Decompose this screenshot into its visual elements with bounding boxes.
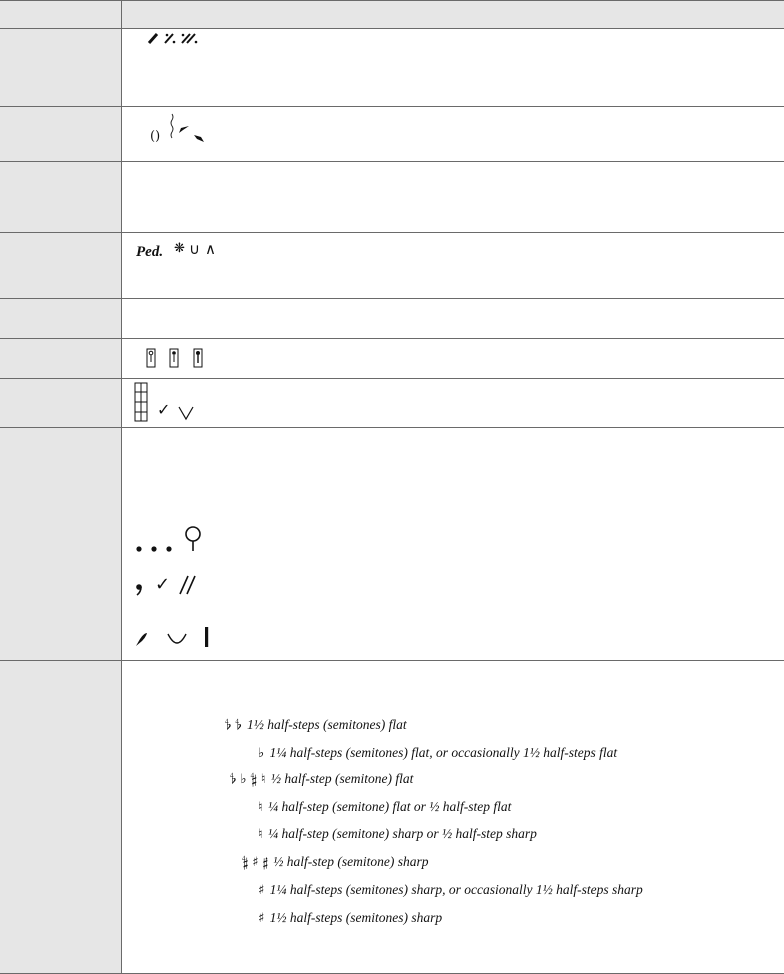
check-mark-icon: ✓ — [155, 574, 171, 595]
table-row — [0, 162, 784, 233]
microtone-legend-line — [258, 882, 643, 898]
caesura-icon — [178, 574, 198, 596]
microtone-legend-line — [258, 799, 511, 815]
microtone-legend-line — [230, 771, 413, 787]
breve-mark-icon: ∪ — [189, 240, 200, 258]
ellipsis-dots-icon — [134, 543, 184, 553]
accidental-glyph: ♮ — [258, 827, 263, 842]
legend-text: 1¼ half-steps (semitones) flat, or occasionally 1½ half-steps flat — [269, 745, 618, 760]
up-bow-mark-icon — [177, 123, 191, 135]
table-row — [0, 29, 784, 107]
down-bow-mark-icon — [192, 132, 206, 144]
term-cell — [0, 299, 122, 338]
legend-text: 1½ half-steps (semitones) sharp — [269, 910, 443, 925]
term-cell — [0, 162, 122, 232]
description-cell — [122, 428, 784, 660]
description-cell — [122, 339, 784, 378]
slash-notehead-icon — [146, 31, 162, 45]
microtone-legend-line — [258, 745, 617, 761]
table-row — [0, 233, 784, 299]
svg-text:Ped.: Ped. — [136, 244, 164, 260]
comma-icon — [134, 583, 144, 597]
bar-line-icon — [204, 626, 210, 648]
accidental-glyph: 𝄳 ♭ 𝄲 ♮ — [230, 772, 266, 787]
fingering-diagram-icon — [169, 348, 179, 368]
table-row — [0, 299, 784, 339]
header-description-cell — [122, 1, 784, 28]
breve-arc-icon — [166, 632, 188, 646]
description-cell — [122, 162, 784, 232]
header-row — [0, 0, 784, 29]
accidental-glyph: ♮ — [258, 800, 263, 815]
v-mark-icon — [177, 405, 195, 421]
lollipop-icon — [184, 525, 204, 553]
term-cell — [0, 339, 122, 378]
parentheses-icon: () — [150, 129, 161, 144]
fingering-diagram-icon — [193, 348, 203, 368]
pedal-release-icon: ❋ — [174, 241, 185, 256]
description-cell — [122, 379, 784, 427]
table-row — [0, 661, 784, 974]
arpeggio-icon — [169, 113, 175, 139]
term-cell — [0, 233, 122, 298]
description-cell — [122, 233, 784, 298]
microtone-legend-line — [242, 854, 429, 870]
caret-mark-icon: ∧ — [205, 240, 216, 258]
table-row — [0, 379, 784, 428]
table-row — [0, 339, 784, 379]
accidental-glyph: 𝄲 ♯ 𝄰 — [242, 855, 268, 870]
fingering-diagram-icon — [146, 348, 156, 368]
table-row — [0, 107, 784, 162]
legend-text: ¼ half-step (semitone) flat or ½ half-step flat — [268, 799, 512, 814]
legend-text: ½ half-step (semitone) flat — [270, 771, 414, 786]
accidental-glyph: ♭ — [258, 746, 265, 761]
legend-text: ¼ half-step (semitone) sharp or ½ half-step sharp — [268, 826, 537, 841]
term-cell — [0, 428, 122, 660]
description-cell — [122, 29, 784, 106]
two-bar-repeat-icon — [179, 31, 203, 45]
term-cell — [0, 29, 122, 106]
legend-text: ½ half-step (semitone) sharp — [273, 854, 429, 869]
description-cell — [122, 107, 784, 161]
check-mark-icon: ✓ — [157, 400, 171, 419]
term-cell — [0, 379, 122, 427]
microtone-legend-line — [225, 717, 407, 733]
chord-grid-icon — [134, 382, 148, 422]
description-cell — [122, 661, 784, 973]
legend-text: 1¼ half-steps (semitones) sharp, or occasionally 1½ half-steps sharp — [269, 882, 643, 897]
description-cell — [122, 299, 784, 338]
table-row — [0, 428, 784, 661]
accidental-glyph: 𝄳 𝄳 — [225, 718, 242, 733]
microtone-legend-line — [258, 826, 537, 842]
legend-text: 1½ half-steps (semitones) flat — [246, 717, 407, 732]
pedal-ped-icon — [136, 243, 174, 259]
header-term-cell — [0, 1, 122, 28]
accidental-glyph: ♯ — [258, 883, 265, 898]
accent-stroke-icon — [134, 630, 150, 648]
accidental-glyph: ♯ — [258, 911, 265, 926]
one-bar-repeat-icon — [162, 31, 180, 45]
term-cell — [0, 107, 122, 161]
term-cell — [0, 661, 122, 973]
microtone-legend-line — [258, 910, 442, 926]
